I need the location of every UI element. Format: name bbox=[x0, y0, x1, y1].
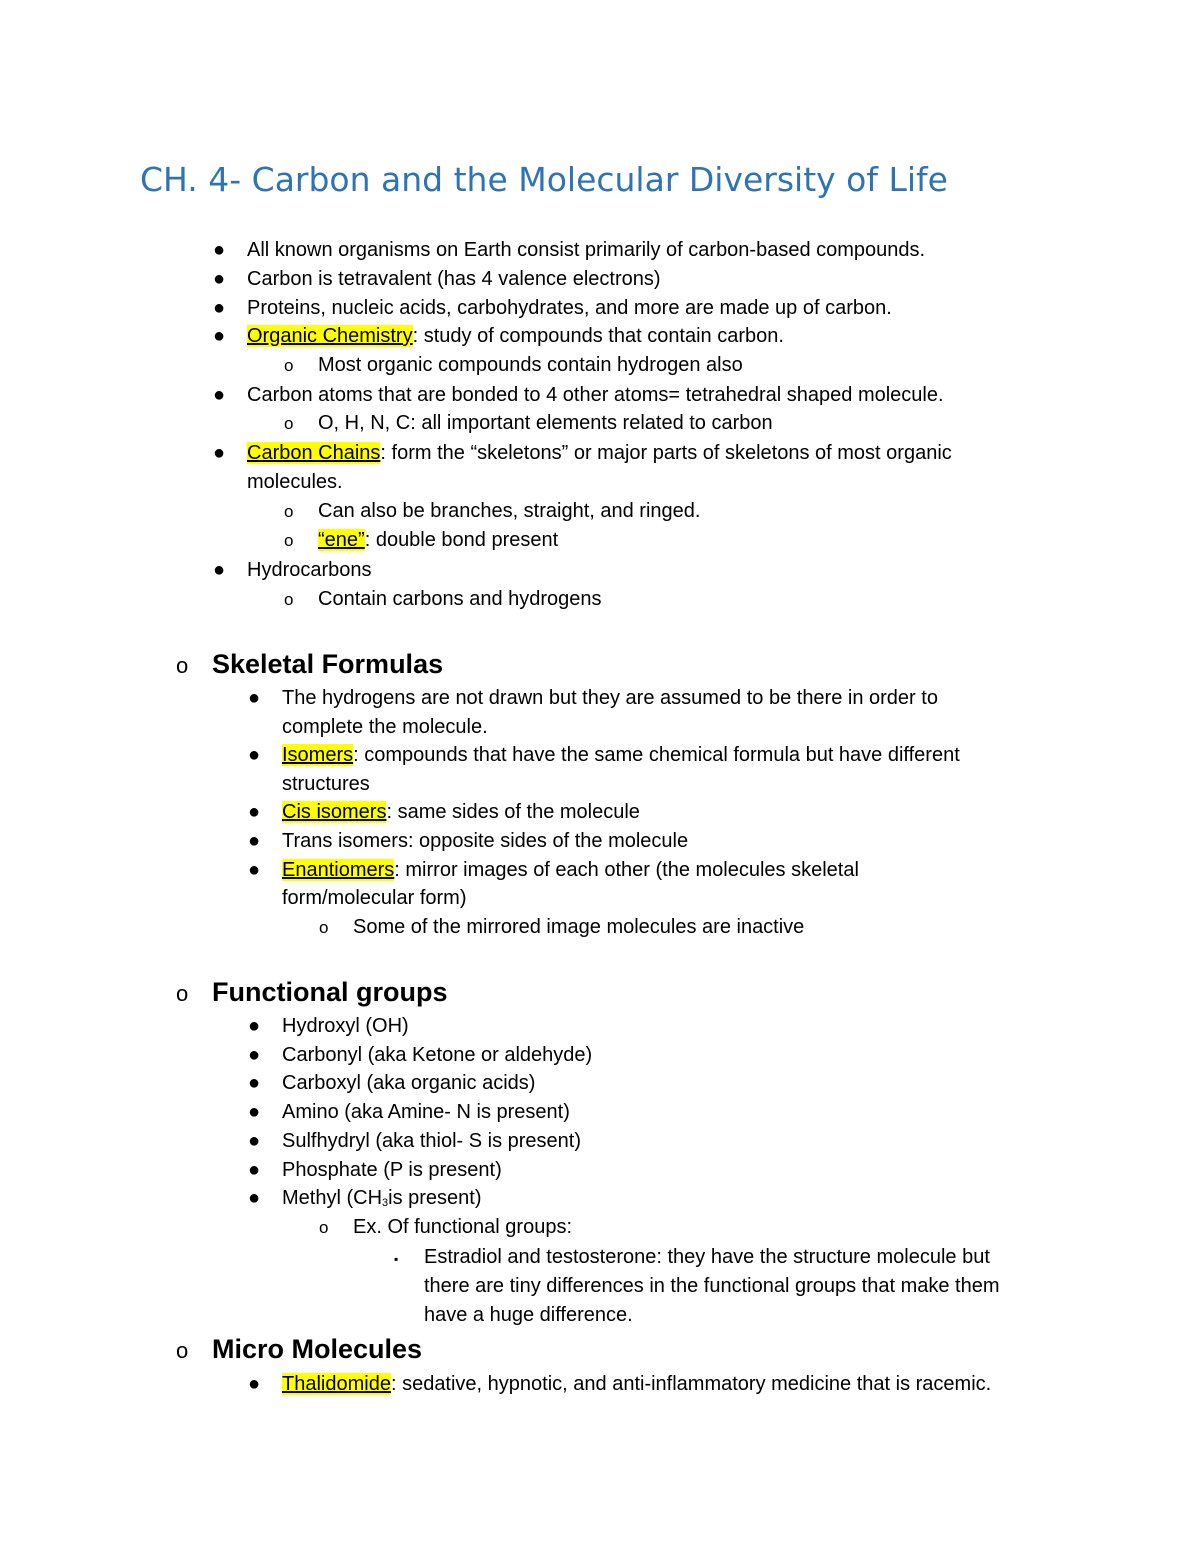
list-item: ● Isomers: compounds that have the same chemical formula but have different bbox=[282, 741, 960, 770]
list-item: ● All known organisms on Earth consist primarily of carbon-based compounds. bbox=[247, 236, 925, 265]
list-item: ● Phosphate (P is present) bbox=[282, 1156, 502, 1185]
bullet-marker: ● bbox=[213, 297, 226, 319]
list-item-continuation: there are tiny differences in the functional groups that make them bbox=[424, 1275, 1000, 1297]
highlighted-term: Thalidomide bbox=[282, 1373, 391, 1395]
list-item: ● Sulfhydryl (aka thiol- S is present) bbox=[282, 1127, 581, 1156]
list-item: ● Carbon Chains: form the “skeletons” or major parts of skeletons of most organic bbox=[247, 439, 952, 468]
circle-marker: o bbox=[284, 502, 294, 521]
bullet-marker: ● bbox=[213, 239, 226, 261]
highlighted-term: Cis isomers bbox=[282, 801, 387, 823]
list-item: ● Methyl ($CH_3is$ present) bbox=[282, 1184, 482, 1218]
list-item: ● Thalidomide: sedative, hypnotic, and anti-inflammatory medicine that is racemic. bbox=[282, 1370, 991, 1399]
bullet-marker: ● bbox=[248, 1015, 261, 1037]
bullet-marker: ● bbox=[213, 559, 226, 581]
list-item: ● Organic Chemistry: study of compounds that contain carbon. bbox=[247, 322, 784, 351]
square-marker: ▪ bbox=[394, 1252, 399, 1266]
circle-marker: o bbox=[176, 653, 189, 678]
highlighted-term: Organic Chemistry bbox=[247, 325, 413, 347]
bullet-marker: ● bbox=[248, 1187, 261, 1209]
sub-list-item: o Contain carbons and hydrogens bbox=[318, 585, 602, 614]
circle-marker: o bbox=[284, 531, 294, 550]
bullet-marker: ● bbox=[213, 384, 226, 406]
highlighted-term: Carbon Chains bbox=[247, 442, 381, 464]
sub-list-item: o Can also be branches, straight, and ringed. bbox=[318, 497, 700, 526]
highlighted-term: Enantiomers bbox=[282, 859, 395, 881]
circle-marker: o bbox=[284, 356, 294, 375]
circle-marker: o bbox=[319, 1218, 329, 1237]
list-item-continuation: have a huge difference. bbox=[424, 1304, 633, 1326]
circle-marker: o bbox=[176, 981, 189, 1006]
sub-list-item: o Most organic compounds contain hydrogen also bbox=[318, 351, 743, 380]
bullet-marker: ● bbox=[248, 830, 261, 852]
circle-marker: o bbox=[284, 414, 294, 433]
sub-list-item: o “ene”: double bond present bbox=[318, 526, 558, 555]
list-item: ● Carbonyl (aka Ketone or aldehyde) bbox=[282, 1041, 592, 1070]
list-item: ● Amino (aka Amine- N is present) bbox=[282, 1098, 570, 1127]
sub-sub-list-item: ▪ Estradiol and testosterone: they have the structure molecule but bbox=[424, 1243, 990, 1272]
sub-list-item: o O, H, N, C: all important elements related to carbon bbox=[318, 409, 773, 438]
list-item: ● The hydrogens are not drawn but they are assumed to be there in order to bbox=[282, 684, 938, 713]
list-item: ● Carbon atoms that are bonded to 4 other atoms= tetrahedral shaped molecule. bbox=[247, 381, 944, 410]
bullet-marker: ● bbox=[213, 325, 226, 347]
list-item-continuation: structures bbox=[282, 773, 370, 795]
bullet-marker: ● bbox=[248, 1373, 261, 1395]
bullet-marker: ● bbox=[248, 687, 261, 709]
bullet-marker: ● bbox=[248, 1130, 261, 1152]
bullet-marker: ● bbox=[248, 1159, 261, 1181]
circle-marker: o bbox=[319, 918, 329, 937]
section-heading: o Micro Molecules bbox=[212, 1332, 422, 1366]
list-item-continuation: form/molecular form) bbox=[282, 887, 467, 909]
list-item: ● Carboxyl (aka organic acids) bbox=[282, 1069, 535, 1098]
sub-list-item: o Ex. Of functional groups: bbox=[353, 1213, 572, 1242]
list-item: ● Cis isomers: same sides of the molecule bbox=[282, 798, 640, 827]
bullet-marker: ● bbox=[248, 1101, 261, 1123]
list-item: ● Hydroxyl (OH) bbox=[282, 1012, 409, 1041]
bullet-marker: ● bbox=[213, 268, 226, 290]
bullet-marker: ● bbox=[248, 801, 261, 823]
section-heading: o Functional groups bbox=[212, 975, 448, 1009]
list-item-continuation: molecules. bbox=[247, 471, 343, 493]
section-heading: o Skeletal Formulas bbox=[212, 647, 443, 681]
list-item: ● Proteins, nucleic acids, carbohydrates, and more are made up of carbon. bbox=[247, 294, 892, 323]
list-item: ● Enantiomers: mirror images of each other (the molecules skeletal bbox=[282, 856, 859, 885]
highlighted-term: Isomers bbox=[282, 744, 354, 766]
sub-list-item: o Some of the mirrored image molecules are inactive bbox=[353, 913, 804, 942]
list-item-continuation: complete the molecule. bbox=[282, 716, 488, 738]
circle-marker: o bbox=[284, 590, 294, 609]
bullet-marker: ● bbox=[248, 744, 261, 766]
circle-marker: o bbox=[176, 1338, 189, 1363]
bullet-marker: ● bbox=[248, 1044, 261, 1066]
list-item: ● Carbon is tetravalent (has 4 valence electrons) bbox=[247, 265, 661, 294]
bullet-marker: ● bbox=[248, 859, 261, 881]
bullet-marker: ● bbox=[213, 442, 226, 464]
bullet-marker: ● bbox=[248, 1072, 261, 1094]
list-item: ● Hydrocarbons bbox=[247, 556, 372, 585]
highlighted-term: “ene” bbox=[318, 529, 365, 551]
list-item: ● Trans isomers: opposite sides of the molecule bbox=[282, 827, 688, 856]
page-title: CH. 4- Carbon and the Molecular Diversity of Life bbox=[140, 160, 948, 199]
